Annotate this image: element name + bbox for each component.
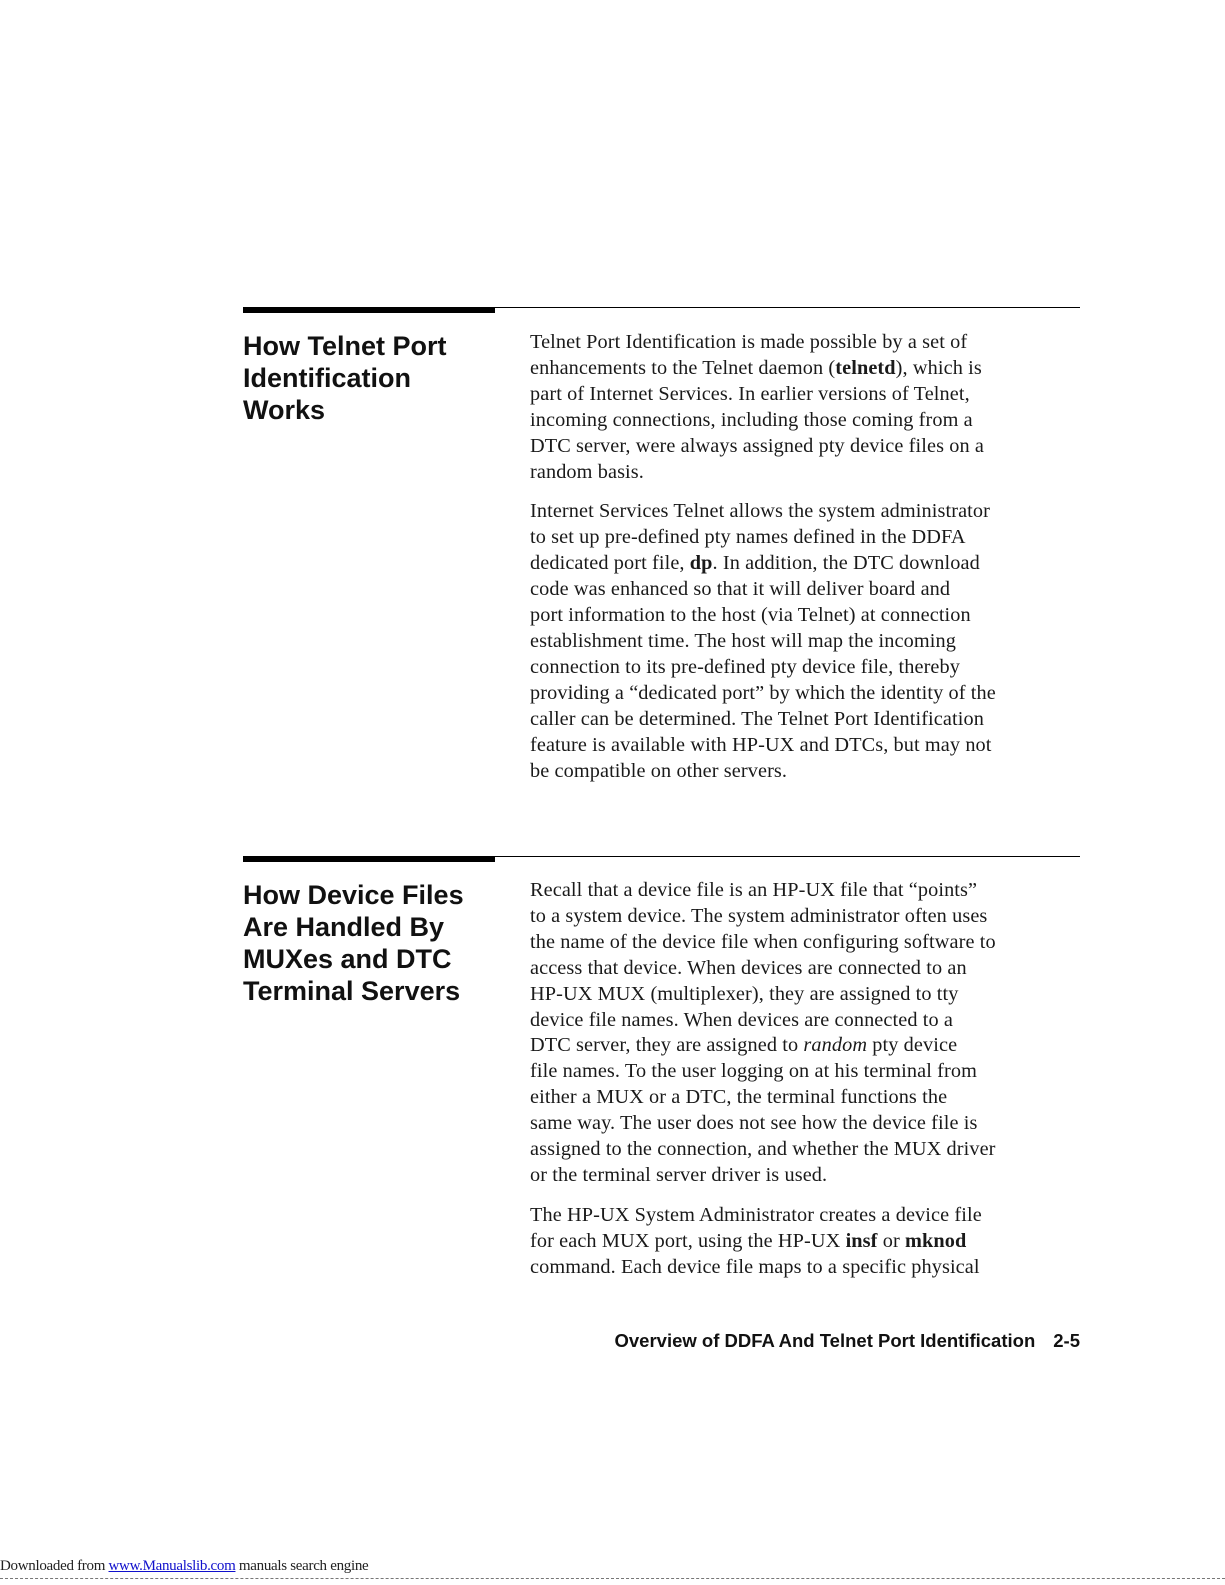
text-line bbox=[530, 1085, 1090, 1111]
text-line bbox=[530, 1111, 1090, 1137]
text-line bbox=[530, 525, 1090, 551]
footer-title: Overview of DDFA And Telnet Port Identification bbox=[614, 1330, 1036, 1351]
emphasis: random bbox=[803, 1034, 868, 1057]
section-body-telnet-port-identification bbox=[530, 330, 1090, 798]
text-run: command. Each device file maps to a specific physical bbox=[530, 1255, 980, 1278]
heading-line: How Telnet Port bbox=[243, 331, 447, 361]
text-line bbox=[530, 733, 1090, 759]
text-run: be compatible on other servers. bbox=[530, 759, 788, 782]
command-name: dp bbox=[689, 552, 713, 575]
text-run: Recall that a device file is an HP-UX file that “points” bbox=[530, 879, 978, 901]
text-run: DTC server, were always assigned pty device files on a bbox=[530, 434, 985, 457]
text-line bbox=[530, 577, 1090, 603]
heading-line: Terminal Servers bbox=[243, 976, 461, 1006]
command-name: telnetd bbox=[835, 356, 896, 379]
section-rule-thin bbox=[243, 856, 1080, 857]
download-suffix: manuals search engine bbox=[235, 1558, 369, 1574]
text-line bbox=[530, 551, 1090, 577]
text-line bbox=[530, 1229, 1090, 1255]
text-run: or bbox=[877, 1229, 905, 1252]
text-line bbox=[530, 759, 1090, 785]
text-line bbox=[530, 382, 1090, 408]
text-line bbox=[530, 1008, 1090, 1034]
text-line bbox=[530, 655, 1090, 681]
text-run: Telnet Port Identification is made possible by a set of bbox=[530, 331, 968, 353]
text-run: random basis. bbox=[530, 460, 644, 483]
text-run: caller can be determined. The Telnet Port Identification bbox=[530, 707, 984, 730]
section-heading-telnet-port-identification bbox=[243, 330, 503, 426]
text-run: the name of the device file when configuring software to bbox=[530, 930, 996, 953]
section-body-device-files bbox=[530, 878, 1090, 1295]
text-line bbox=[530, 499, 1090, 525]
text-run: HP-UX MUX (multiplexer), they are assigned to tty bbox=[530, 982, 959, 1005]
heading-line: MUXes and DTC bbox=[243, 944, 452, 974]
download-banner-divider bbox=[0, 1578, 1225, 1579]
text-line bbox=[530, 707, 1090, 733]
text-run: same way. The user does not see how the device file is bbox=[530, 1112, 978, 1135]
paragraph bbox=[530, 878, 1090, 1189]
text-line bbox=[530, 956, 1090, 982]
text-run: dedicated port file, bbox=[530, 552, 690, 575]
text-run: pty device bbox=[867, 1034, 958, 1057]
text-line bbox=[530, 930, 1090, 956]
text-run: connection to its pre-defined pty device file, thereby bbox=[530, 655, 961, 678]
text-run: to a system device. The system administrator often uses bbox=[530, 904, 988, 927]
download-prefix: Downloaded from bbox=[0, 1558, 109, 1574]
text-line bbox=[530, 904, 1090, 930]
text-run: DTC server, they are assigned to bbox=[530, 1034, 804, 1057]
text-run: The HP-UX System Administrator creates a device file bbox=[530, 1203, 982, 1226]
text-run: providing a “dedicated port” by which the identity of the bbox=[530, 681, 996, 704]
text-run: ), which is bbox=[895, 356, 982, 379]
heading-line: Are Handled By bbox=[243, 912, 445, 942]
text-line bbox=[530, 1255, 1090, 1281]
text-run: access that device. When devices are connected to an bbox=[530, 956, 967, 979]
text-line bbox=[530, 1163, 1090, 1189]
text-run: enhancements to the Telnet daemon ( bbox=[530, 356, 836, 379]
manualslib-link[interactable]: www.Manualslib.com bbox=[108, 1558, 236, 1574]
page-footer bbox=[520, 1330, 1080, 1352]
text-line bbox=[530, 434, 1090, 460]
page-number: 2-5 bbox=[1053, 1330, 1080, 1351]
text-run: device file names. When devices are connected to a bbox=[530, 1008, 954, 1031]
text-run: to set up pre-defined pty names defined in the DDFA bbox=[530, 526, 966, 549]
section-rule-thin bbox=[243, 307, 1080, 308]
command-name: mknod bbox=[904, 1229, 967, 1252]
text-run: part of Internet Services. In earlier versions of Telnet, bbox=[530, 382, 970, 405]
text-line bbox=[530, 1203, 1090, 1229]
text-line bbox=[530, 603, 1090, 629]
text-run: incoming connections, including those coming from a bbox=[530, 408, 973, 431]
text-line bbox=[530, 408, 1090, 434]
text-line bbox=[530, 460, 1090, 486]
heading-line: Works bbox=[243, 395, 326, 425]
text-run: establishment time. The host will map the incoming bbox=[530, 629, 956, 652]
text-run: for each MUX port, using the HP-UX bbox=[530, 1229, 846, 1252]
text-line bbox=[530, 1137, 1090, 1163]
text-run: Internet Services Telnet allows the system administrator bbox=[530, 500, 991, 523]
text-line bbox=[530, 330, 1090, 356]
text-run: feature is available with HP-UX and DTCs, but may not bbox=[530, 733, 992, 756]
text-run: assigned to the connection, and whether the MUX driver bbox=[530, 1138, 996, 1161]
text-line bbox=[530, 982, 1090, 1008]
section-heading-device-files bbox=[243, 879, 503, 1007]
text-run: or the terminal server driver is used. bbox=[530, 1163, 828, 1186]
text-run: port information to the host (via Telnet) at connection bbox=[530, 604, 971, 627]
paragraph bbox=[530, 330, 1090, 485]
paragraph bbox=[530, 499, 1090, 784]
text-run: file names. To the user logging on at his terminal from bbox=[530, 1060, 977, 1083]
text-run: either a MUX or a DTC, the terminal functions the bbox=[530, 1086, 948, 1109]
download-banner bbox=[0, 1558, 368, 1575]
text-line bbox=[530, 356, 1090, 382]
heading-line: Identification bbox=[243, 363, 411, 393]
heading-line: How Device Files bbox=[243, 880, 464, 910]
text-line bbox=[530, 681, 1090, 707]
text-line bbox=[530, 1059, 1090, 1085]
command-name: insf bbox=[845, 1229, 878, 1252]
paragraph bbox=[530, 1203, 1090, 1281]
text-line bbox=[530, 629, 1090, 655]
text-line bbox=[530, 1033, 1090, 1059]
text-run: code was enhanced so that it will deliver board and bbox=[530, 578, 951, 601]
text-line bbox=[530, 878, 1090, 904]
text-run: . In addition, the DTC download bbox=[712, 552, 980, 575]
